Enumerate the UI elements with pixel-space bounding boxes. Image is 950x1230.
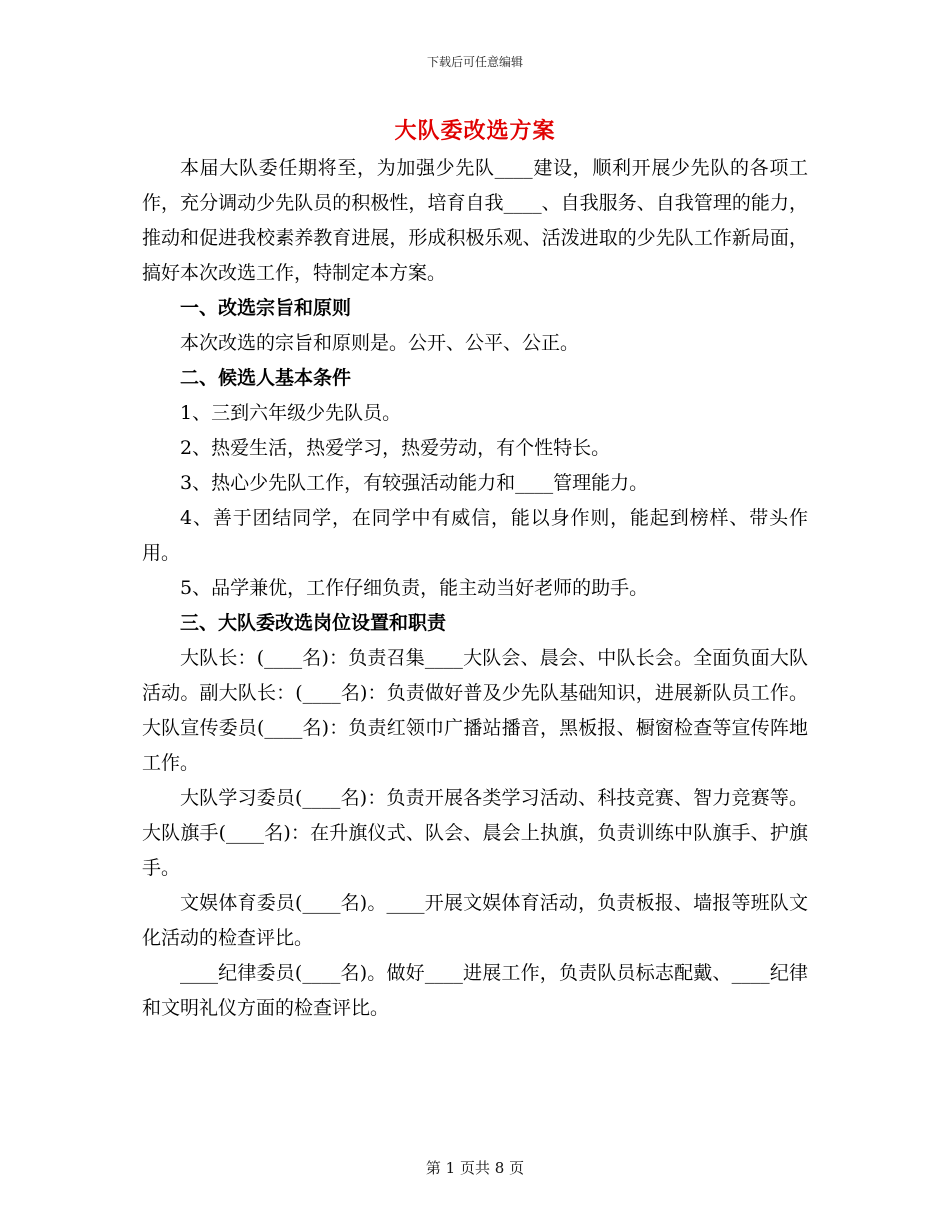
intro-paragraph: 本届大队委任期将至，为加强少先队____建设，顺利开展少先队的各项工作，充分调动少先队员的积极性，培育自我____、自我服务、自我管理的能力，推动和促进我校素养教育进展，形成积极乐观、活泼进取的少先队工作新局面，搞好本次改选工作，特制定本方案。 [142,157,808,284]
duty-paragraph-4: ____纪律委员(____名)。做好____进展工作，负责队员标志配戴、____纪律和文明礼仪方面的检查评比。 [142,962,808,1019]
page-footer: 第 1 页共 8 页 [425,1159,525,1177]
document-body [142,151,808,1026]
condition-item-3: 3、热心少先队工作，有较强活动能力和____管理能力。 [180,472,649,494]
section-heading-2: 二、候选人基本条件 [180,367,352,389]
header-note: 下载后可任意编辑 [426,55,523,69]
duty-paragraph-2: 大队学习委员(____名)：负责开展各类学习活动、科技竞赛、智力竞赛等。大队旗手(____名)：在升旗仪式、队会、晨会上执旗，负责训练中队旗手、护旗手。 [142,787,808,879]
section-heading-3: 三、大队委改选岗位设置和职责 [180,612,447,634]
condition-item-5: 5、品学兼优，工作仔细负责，能主动当好老师的助手。 [180,577,649,599]
document-title: 大队委改选方案 [394,118,556,144]
condition-item-4: 4、善于团结同学，在同学中有威信，能以身作则，能起到榜样、带头作用。 [142,507,808,564]
duty-paragraph-3: 文娱体育委员(____名)。____开展文娱体育活动，负责板报、墙报等班队文化活动的检查评比。 [142,892,808,949]
duty-paragraph-1: 大队长：(____名)：负责召集____大队会、晨会、中队长会。全面负面大队活动。副大队长：(____名)：负责做好普及少先队基础知识，进展新队员工作。大队宣传委员(____名)：负责红领巾广播站播音，黑板报、橱窗检查等宣传阵地工作。 [142,647,808,774]
condition-item-2: 2、热爱生活，热爱学习，热爱劳动，有个性特长。 [180,437,611,459]
condition-item-1: 1、三到六年级少先队员。 [180,402,402,424]
section-heading-1: 一、改选宗旨和原则 [180,297,352,319]
section-1-paragraph: 本次改选的宗旨和原则是。公开、公平、公正。 [180,332,580,354]
